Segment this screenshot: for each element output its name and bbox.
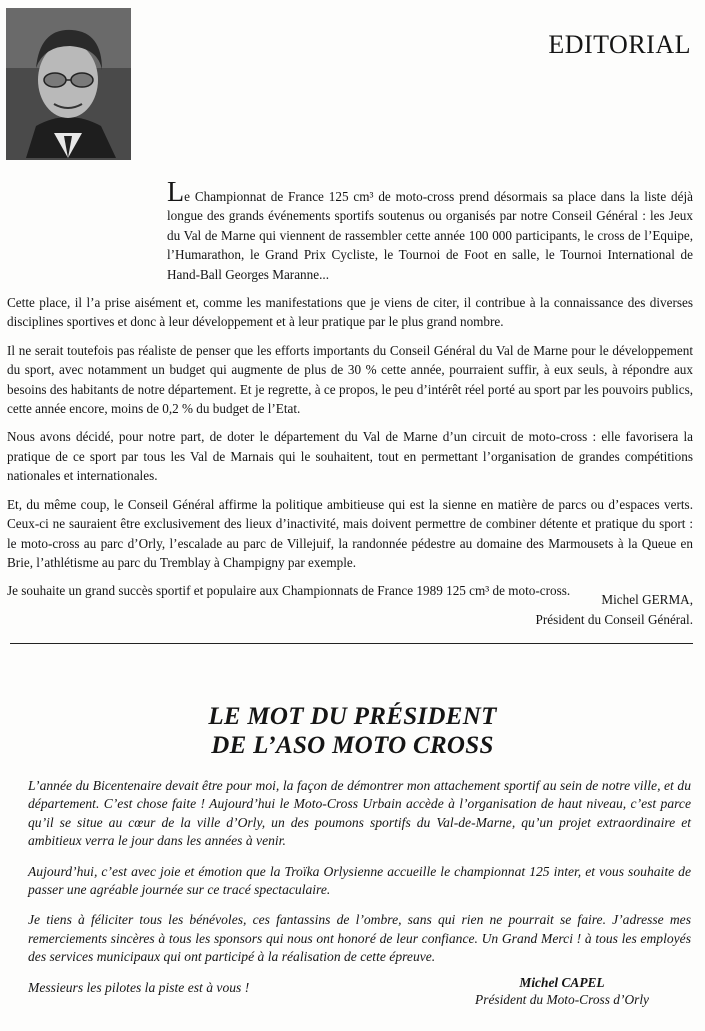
president-paragraph: Je tiens à féliciter tous les bénévoles, ces fantassins de l’ombre, sans qui rien ne pourrait se faire. J’adresse mes remerciements sincères à tous les sponsors qui nous ont honoré de leur confiance. Un Grand Merci ! à tous les employés des services municipaux qui ont participé à la réalisation de cette épreuve.: [28, 912, 691, 965]
editorial-paragraph: Nous avons décidé, pour notre part, de doter le département du Val de Marne d’un circuit de moto-cross : elle favorisera la pratique de ce sport par tous les Val de Marnais qui le souhaitent, tout en permettant l’organisation de grandes compétitions nationales et internationales.: [7, 429, 693, 484]
editorial-heading: EDITORIAL: [548, 30, 691, 59]
signature-role: Président du Moto-Cross d’Orly: [475, 992, 649, 1007]
signature-name: Michel CAPEL: [519, 975, 605, 990]
president-paragraph: L’année du Bicentenaire devait être pour moi, la façon de démontrer mon attachement sportif au sein de notre ville, et du département. C’est chose faite ! Aujourd’hui le Moto-Cross Urbain accède à l’organisation de haut niveau, c’est parce qu’il se situe au cœur de la ville d’Orly, un des poumons sportifs du Val-de-Marne, qu’un projet extraordinaire et ambitieux verra le jour dans les années à venir.: [28, 778, 691, 849]
editorial-paragraph: Il ne serait toutefois pas réaliste de penser que les efforts importants du Conseil Général du Val de Marne pour le développement du sport, avec notamment un budget qui augmente de plus de 30 % cette année, pourraient suffir, à eux seuls, à répondre aux besoins des habitants de notre département. Et je regrette, à ce propos, le peu d’intérêt réel porté au sport par les pouvoirs publics, cette année encore, moins de 0,2 % du budget de l’Etat.: [7, 342, 693, 417]
editorial-paragraph: Je souhaite un grand succès sportif et populaire aux Championnats de France 1989 125 cm³ de moto-cross.: [7, 583, 571, 599]
president-title: [0, 702, 705, 760]
editorial-paragraph: Et, du même coup, le Conseil Général affirme la politique ambitieuse qui est la sienne en matière de parcs ou d’espaces verts. Ceux-ci ne sauraient être exclusivement des lieux d’inactivité, mais doivent permettre de combiner détente et pratique du sport : le moto-cross au parc d’Orly, l’escalade au parc de Villejuif, la randonnée pédestre au domaine des Marmousets à la Queue en Brie, l’athlétisme au parc du Tremblay à Champigny par exemple.: [7, 496, 693, 570]
drop-cap: L: [167, 177, 185, 208]
president-paragraph: Aujourd’hui, c’est avec joie et émotion que la Troïka Orlysienne accueille le championnat 125 inter, et vous souhaite de passer une agréable journée sur ce tracé spectaculaire.: [28, 863, 691, 898]
editorial-paragraph: [7, 177, 693, 284]
editorial-body: [7, 177, 693, 610]
president-paragraph: Messieurs les pilotes la piste est à vous !: [28, 979, 250, 995]
president-title-line: DE L’ASO MOTO CROSS: [211, 732, 494, 759]
portrait-photo: [6, 8, 131, 160]
signature-role: Président du Conseil Général.: [535, 612, 693, 627]
president-title-line: LE MOT DU PRÉSIDENT: [208, 703, 497, 730]
section-divider: [10, 643, 693, 644]
portrait-illustration: [6, 8, 131, 160]
president-signature: [475, 974, 649, 1008]
editorial-signature: [536, 590, 693, 630]
editorial-paragraph: Cette place, il l’a prise aisément et, comme les manifestations que je viens de citer, il contribue à la connaissance des diverses disciplines sportives et donc à leur développement et à leur pratique par le plus grand nombre.: [7, 295, 693, 330]
signature-name: Michel GERMA,: [601, 592, 693, 607]
editorial-paragraph-text: e Championnat de France 125 cm³ de moto-cross prend désormais sa place dans la liste déjà longue des grands événements sportifs soutenus ou organisés par notre Conseil Général : les Jeux du Val de Marne qui viennent de rassembler cette année 100 000 participants, le cross de l’Equipe, l’Humarathon, le Grand Prix Cycliste, le Tournoi de Foot en salle, le Tournoi International de Hand-Ball Georges Maranne...: [167, 189, 693, 282]
